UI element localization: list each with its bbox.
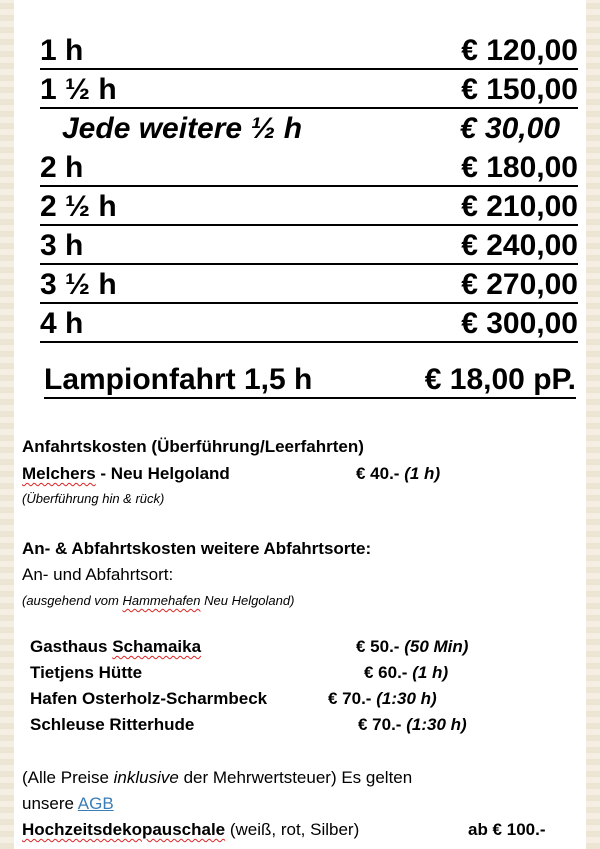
place-price	[328, 689, 437, 709]
duration-label: Jede weitere ½ h	[62, 112, 303, 145]
price-row	[40, 34, 578, 70]
place-name: Schleuse Ritterhude	[30, 715, 195, 734]
place-duration: (1 h)	[412, 663, 449, 682]
place-name-marked: Schamaika	[112, 637, 202, 656]
place-price-value: € 70.-	[358, 715, 402, 734]
place-name	[30, 637, 201, 657]
price-row	[40, 307, 578, 343]
anfahrt-heading: Anfahrtskosten (Überführung/Leerfahrten)	[22, 437, 364, 456]
price-row	[40, 73, 578, 109]
deko-price: ab € 100.-	[468, 820, 546, 839]
place-duration: (1:30 h)	[376, 689, 437, 708]
duration-label: 2 h	[40, 151, 84, 184]
place-price	[356, 637, 468, 657]
lampion-price: € 18,00 pP.	[424, 363, 576, 396]
price-value: € 30,00	[459, 112, 560, 145]
anfahrt-price	[356, 464, 440, 484]
agb-link[interactable]: AGB	[77, 794, 114, 813]
abfahrt-heading: An- & Abfahrtskosten weitere Abfahrtsorte:	[22, 539, 372, 558]
note-text: (ausgehend vom	[22, 593, 123, 608]
price-value: € 240,00	[461, 229, 578, 262]
vat-note	[22, 768, 412, 788]
page-border-right	[586, 0, 600, 849]
anfahrt-note: (Überführung hin & rück)	[22, 491, 165, 506]
place-price-value: € 70.-	[328, 689, 372, 708]
route-origin: Melchers	[22, 464, 96, 483]
vat-text: (Alle Preise	[22, 768, 114, 787]
vat-emphasis: inklusive	[113, 768, 179, 787]
price-value: € 120,00	[461, 34, 578, 67]
place-name: Tietjens Hütte	[30, 663, 143, 682]
route-destination: - Neu Helgoland	[95, 464, 230, 483]
place-name-text: Gasthaus	[30, 637, 113, 656]
anfahrt-price-value: € 40.-	[356, 464, 400, 483]
duration-label: 1 ½ h	[40, 73, 117, 106]
note-text: Neu Helgoland)	[200, 593, 295, 608]
price-row	[40, 229, 578, 265]
price-value: € 300,00	[461, 307, 578, 340]
agb-line	[22, 794, 114, 814]
price-row	[40, 268, 578, 304]
place-duration: (50 Min)	[404, 637, 469, 656]
vat-text: der Mehrwertsteuer) Es gelten	[178, 768, 413, 787]
place-price-value: € 50.-	[356, 637, 400, 656]
duration-label: 4 h	[40, 307, 84, 340]
deko-line	[22, 820, 359, 840]
place-price-value: € 60.-	[364, 663, 408, 682]
price-value: € 210,00	[461, 190, 578, 223]
abfahrt-note	[22, 591, 294, 611]
duration-label: 1 h	[40, 34, 84, 67]
abfahrt-subheading: An- und Abfahrtsort:	[22, 565, 174, 584]
price-value: € 270,00	[461, 268, 578, 301]
price-value: € 150,00	[461, 73, 578, 106]
agb-text: unsere	[22, 794, 78, 813]
anfahrt-route	[22, 464, 230, 484]
price-row-additional	[40, 112, 578, 146]
price-row	[40, 151, 578, 187]
anfahrt-duration: (1 h)	[404, 464, 441, 483]
deko-colors: (weiß, rot, Silber)	[225, 820, 360, 839]
price-value: € 180,00	[461, 151, 578, 184]
place-price	[358, 715, 467, 735]
place-price	[364, 663, 448, 683]
duration-label: 3 h	[40, 229, 84, 262]
lampion-label: Lampionfahrt 1,5 h	[44, 363, 313, 396]
place-name: Hafen Osterholz-Scharmbeck	[30, 689, 268, 708]
duration-label: 3 ½ h	[40, 268, 117, 301]
lampion-row	[44, 363, 576, 399]
place-duration: (1:30 h)	[406, 715, 467, 734]
price-sheet	[14, 0, 586, 849]
price-row	[40, 190, 578, 226]
deko-label: Hochzeitsdekopauschale	[22, 820, 226, 839]
duration-label: 2 ½ h	[40, 190, 117, 223]
page-border-left	[0, 0, 14, 849]
note-place: Hammehafen	[122, 593, 201, 608]
